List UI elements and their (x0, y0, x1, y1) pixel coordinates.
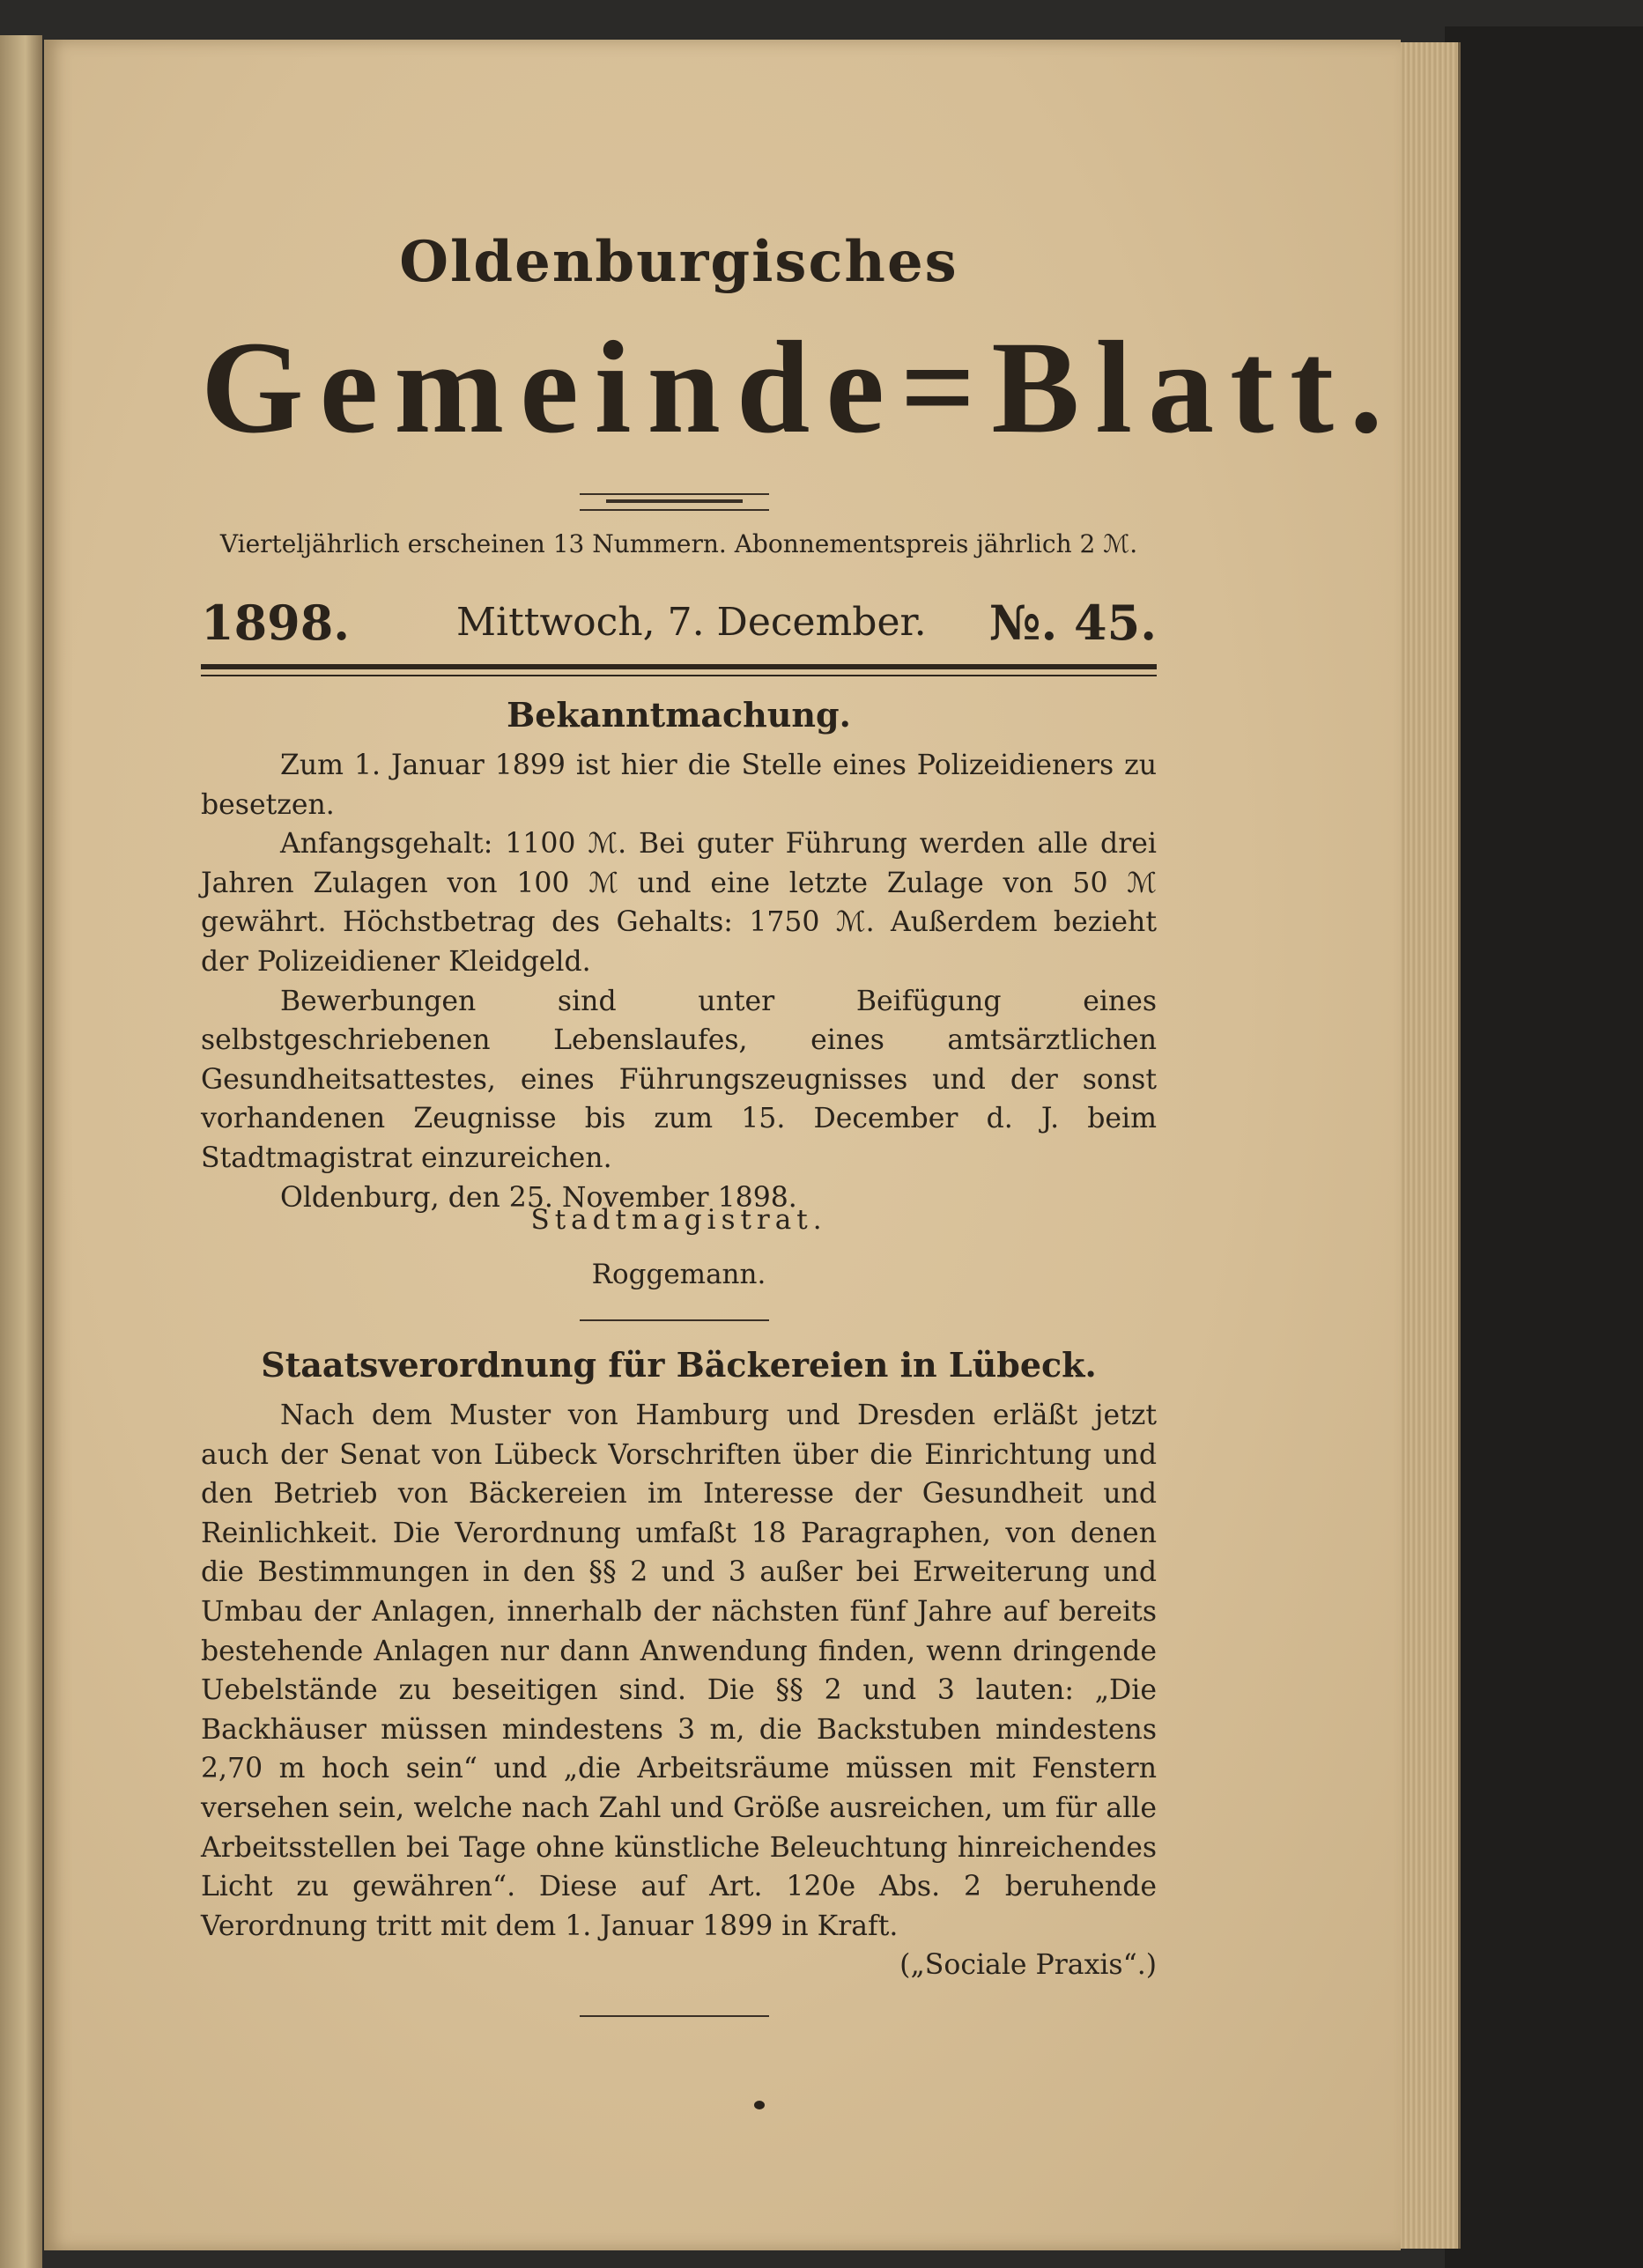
decorative-rule (580, 493, 769, 495)
article1-paragraph: Zum 1. Januar 1899 ist hier die Stelle eines Polizeidieners zu besetzen. (201, 750, 1157, 821)
article2-source: („Sociale Praxis“.) (899, 1949, 1157, 1982)
dateline (201, 595, 1157, 651)
masthead-subtitle: Oldenburgisches (399, 229, 958, 295)
article2-paragraph (201, 1396, 1157, 1982)
decorative-rule (580, 509, 769, 511)
article1-heading: Bekanntmachung. (507, 695, 851, 735)
article2-heading: Staatsverordnung für Bäckereien in Lübeck. (261, 1345, 1097, 1385)
article1-dateline: Oldenburg, den 25. November 1898. (280, 1181, 797, 1214)
ink-dot (754, 2101, 765, 2109)
book-cover-board (1445, 26, 1643, 2268)
article1-authority: Stadtmagistrat. (530, 1204, 827, 1236)
header-rule (201, 664, 1157, 669)
issue-year: 1898. (201, 595, 351, 651)
newspaper-page (44, 40, 1401, 2250)
end-separator (580, 2015, 769, 2017)
masthead-title: Gemeinde=Blatt. (201, 314, 1399, 461)
decorative-rule (606, 499, 743, 503)
article2-text: Nach dem Muster von Hamburg und Dresden erläßt jetzt auch der Senat von Lübeck Vorschriften über die Einrichtung und den Betrieb von Bäckereien im Interesse der Gesundheit und Reinlichkeit. Die Verordnung umfaßt 18 Paragraphen, von denen die Bestimmungen in den §§ 2 und 3 außer bei Erweiterung und Umbau der Anlagen, innerhalb der nächsten fünf Jahre auf bereits bestehende Anlagen nur dann Anwendung finden, wenn dringende Uebelstände zu beseitigen sind. Die §§ 2 und 3 lauten: „Die Backhäuser müssen mindestens 3 m, die Backstuben mindestens 2,70 m hoch sein“ und „die Arbeitsräume müssen mit Fenstern versehen sein, welche nach Zahl und Größe ausreichen, um für alle Arbeitsstellen bei Tage ohne künstliche Beleuchtung hinreichendes Licht zu gewähren“. Diese auf Art. 120e Abs. 2 beruhende Verordnung tritt mit dem 1. Januar 1899 in Kraft. (201, 1400, 1157, 1942)
header-rule-thin (201, 675, 1157, 676)
article1-signatory: Roggemann. (591, 1259, 766, 1290)
facing-page-edge (0, 35, 42, 2268)
subscription-line: Vierteljährlich erscheinen 13 Nummern. Abonnementspreis jährlich 2 ℳ. (219, 529, 1138, 558)
article-separator (580, 1319, 769, 1321)
article1-paragraph: Anfangsgehalt: 1100 ℳ. Bei guter Führung werden alle drei Jahren Zulagen von 100 ℳ und eine letzte Zulage von 50 ℳ gewährt. Höchstbetrag des Gehalts: 1750 ℳ. Außerdem bezieht der Polizeidiener Kleidgeld. (201, 828, 1157, 978)
issue-date: Mittwoch, 7. December. (456, 600, 927, 645)
article1-paragraph: Bewerbungen sind unter Beifügung eines selbstgeschriebenen Lebenslaufes, eines amtsärztlichen Gesundheitsattestes, eines Führungszeugnisses und der sonst vorhandenen Zeugnisse bis zum 15. December d. J. beim Stadtmagistrat einzureichen. (201, 985, 1157, 1174)
article2-body (201, 1396, 1157, 1985)
issue-number: №. 45. (988, 595, 1157, 651)
article1-body (201, 746, 1157, 1217)
